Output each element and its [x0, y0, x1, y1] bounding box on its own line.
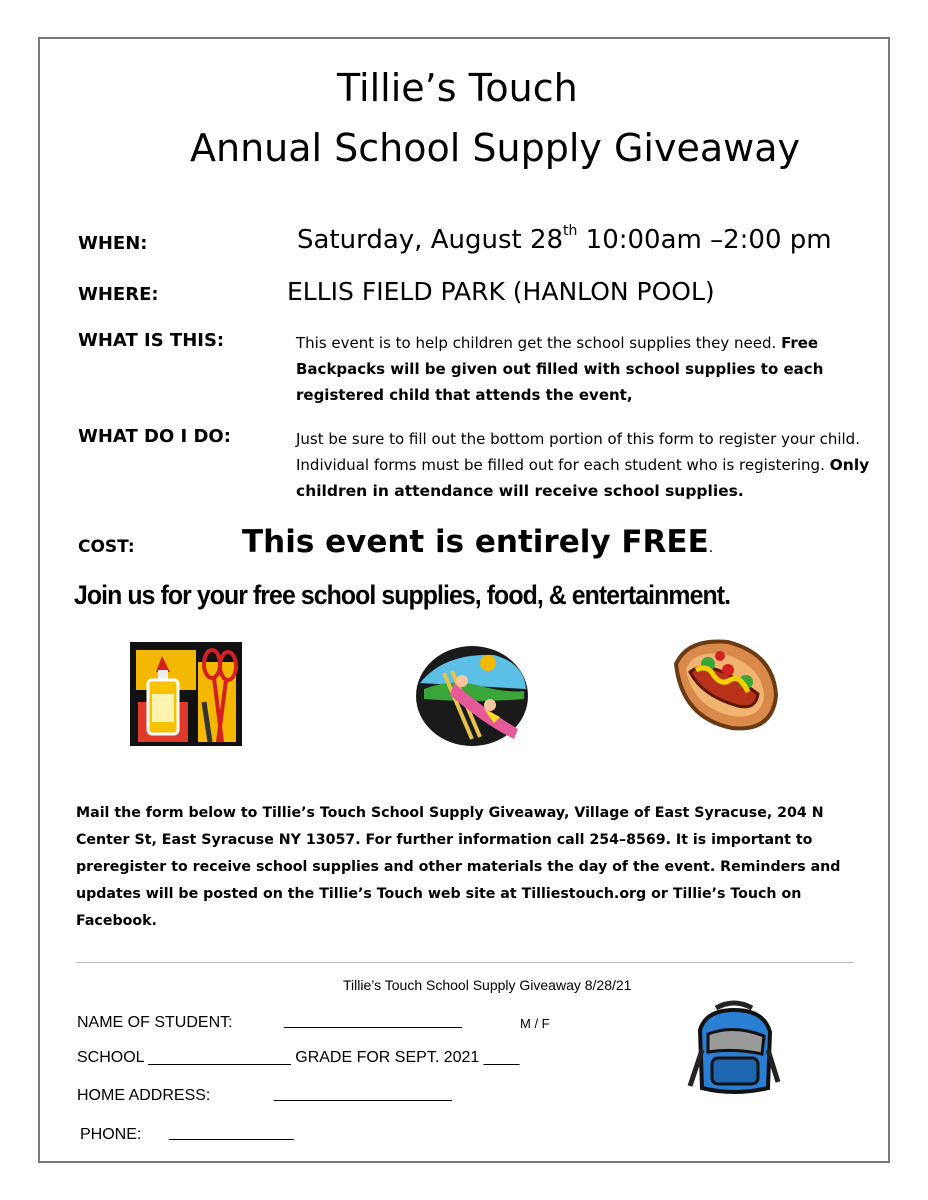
student-name-label: NAME OF STUDENT: — [77, 1014, 233, 1031]
gender-option[interactable]: M / F — [520, 1016, 550, 1031]
do-bold-text: Only children in attendance will receive school supplies. — [296, 456, 870, 500]
do-label: WHAT DO I DO: — [78, 426, 231, 447]
when-value — [297, 225, 832, 255]
what-text: This event is to help children get the school supplies they need. — [296, 334, 782, 352]
cost-value — [242, 524, 713, 560]
home-address-field[interactable]: ____________________ — [274, 1085, 452, 1102]
home-address-label: HOME ADDRESS: — [77, 1087, 211, 1104]
title-line-1: Tillie’s Touch — [337, 66, 578, 110]
form-divider — [76, 962, 854, 963]
school-grade-row[interactable]: SCHOOL ________________ GRADE FOR SEPT. 2021 ____ — [77, 1049, 520, 1066]
glue-scissors-clipart-icon — [130, 642, 242, 746]
where-label: WHERE: — [78, 284, 159, 305]
what-description — [296, 330, 856, 408]
title-line-2: Annual School Supply Giveaway — [190, 126, 800, 170]
when-label: WHEN: — [78, 233, 148, 254]
student-name-field[interactable]: ____________________ — [284, 1012, 462, 1029]
phone-field[interactable]: ______________ — [169, 1124, 294, 1141]
do-text: Just be sure to fill out the bottom portion of this form to register your child. Individual forms must be filled out for each student who is registering. — [296, 430, 860, 474]
when-time: 10:00am –2:00 pm — [577, 225, 832, 255]
mail-instructions: Mail the form below to Tillie’s Touch School Supply Giveaway, Village of East Syracuse, 204 N Center St, East Syracuse NY 13057. For further information call 254–8569. It is important to preregister to receive school supplies and other materials the day of the event. Reminders and updates will be posted on the Tillie’s Touch web site at Tilliestouch.org or Tillie’s Touch on Facebook. — [76, 805, 841, 929]
phone-label: PHONE: — [80, 1126, 142, 1143]
backpack-clipart-icon — [686, 1000, 782, 1098]
when-day: Saturday, August 28 — [297, 225, 564, 255]
what-bold-text: Free Backpacks will be given out filled with school supplies to each registered child that attends the event, — [296, 334, 824, 404]
playground-slide-clipart-icon — [414, 643, 530, 749]
where-value: ELLIS FIELD PARK (HANLON POOL) — [287, 277, 715, 306]
cost-label: COST: — [78, 537, 135, 557]
when-ordinal: th — [563, 223, 578, 239]
cost-period: . — [708, 540, 714, 556]
hotdog-clipart-icon — [668, 634, 782, 738]
cost-text: This event is entirely FREE — [242, 524, 709, 560]
what-label: WHAT IS THIS: — [78, 330, 225, 351]
do-description — [296, 426, 876, 504]
form-title: Tillie’s Touch School Supply Giveaway 8/28/21 — [343, 977, 632, 993]
join-banner: Join us for your free school supplies, food, & entertainment. — [74, 580, 731, 610]
